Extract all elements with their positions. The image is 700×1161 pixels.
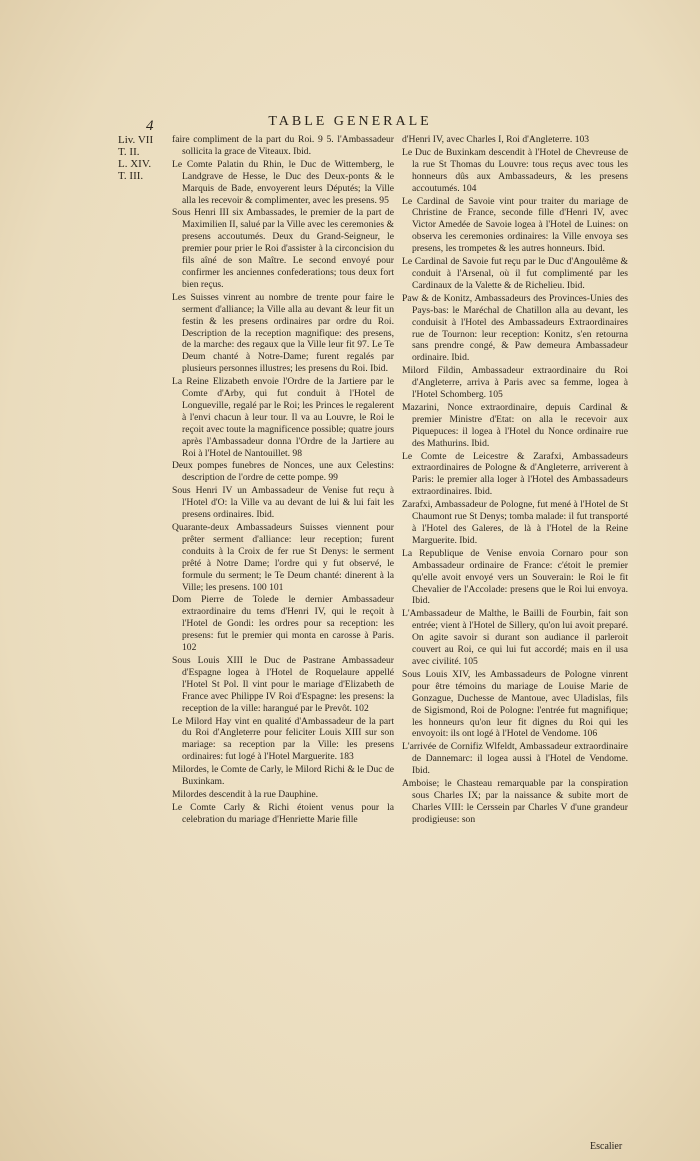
margin-reference-line: Liv. VII (118, 134, 154, 146)
margin-reference-line: T. II. (118, 146, 140, 158)
index-entry: Amboise; le Chasteau remarquable par la conspiration sous Charles IX; par la naissance & subite mort de Charles VIII: le Cerssein par Charles V d'une grandeur prodigieuse: son (402, 778, 628, 825)
left-column (172, 134, 394, 827)
index-entry: Milordes descendit à la rue Dauphine. (172, 788, 318, 800)
index-entry: Sous Louis XIV, les Ambassadeurs de Pologne vinrent pour être témoins du mariage de Louise Marie de Gonzague, Duchesse de Mantoue, avec Uladislas, fils de Sigismond, Roi de Pologne: l'entrée fut magnifique; les honneurs qu'on leur fit dignes du Roi qui les envoyoit: ils ont logé à l'Hotel de Vendome. 106 (402, 668, 628, 740)
index-entry: Le Comte de Leicestre & Zarafxi, Ambassadeurs extraordinaires de Pologne & d'Angleterre, arriverent à Paris: le premier alla loger à l'Hotel des Ambassadeurs extraordinaires. Ibid. (402, 450, 628, 498)
index-entry: Dom Pierre de Tolede le dernier Ambassadeur extraordinaire du tems d'Henri IV, qui le reçoit à l'Hotel de Gondi: les ordres pour sa reception: les presens: fut le premier qui monta en carosse à Paris. 102 (172, 594, 394, 654)
page-number: 4 (146, 118, 154, 134)
index-entry: Mazarini, Nonce extraordinaire, depuis Cardinal & premier Ministre d'Etat: on alla le recevoir aux Piquepuces: il logea à l'Hotel du Nonce ordinaire rue des Mathurins. Ibid. (402, 401, 628, 449)
index-entry: Quarante-deux Ambassadeurs Suisses viennent pour prêter serment d'alliance: leur reception; furent conduits à la Croix de fer rue St Denys: le serment prêté à Notre Dame; l'ordre qui y fut observé, le formule du serment; le Te Deum chanté: dinerent à la Ville; les presens. 100 101 (172, 522, 394, 593)
index-entry: Le Duc de Buxinkam descendit à l'Hotel de Chevreuse de la rue St Thomas du Louvre: tous reçus avec tous les honneurs dûs aux Ambassadeurs, & les presens accoutumés. 104 (402, 146, 628, 194)
index-entry: Sous Louis XIII le Duc de Pastrane Ambassadeur d'Espagne logea à l'Hotel de Roquelaure appellé l'Hotel St Pol. Il vint pour le mariage d'Elizabeth de France avec Philippe IV Roi d'Espagne: les presens: la reception de la ville: harangué par le Prevôt. 102 (172, 654, 394, 714)
index-entry: Milord Fildin, Ambassadeur extraordinaire du Roi d'Angleterre, arriva à Paris avec sa femme, logea à l'Hotel Schomberg. 105 (402, 365, 628, 401)
index-entry: L'Ambassadeur de Malthe, le Bailli de Fourbin, fait son entrée; vient à l'Hotel de Sillery, qu'on lui avoit preparé. On agite savoir si durant son audiance il parleroit couvert au Roi, ce qui lui fut accordé; mais en il usa avec civilité. 105 (402, 608, 628, 667)
index-entry: La Republique de Venise envoia Cornaro pour son Ambassadeur ordinaire de France: c'étoit le premier qu'elle avoit envoyé vers un Souverain: le Roi le fit Chevalier de l'Accolade: presens que le Roi lui envoya. Ibid. (402, 547, 628, 607)
margin-reference-line: T. III. (118, 170, 144, 182)
index-entry: Le Milord Hay vint en qualité d'Ambassadeur de la part du Roi d'Angleterre pour feliciter Louis XIII sur son mariage: sa reception par la Ville: les presens ordinaires: fut logé à l'Hotel Marguerite. 183 (172, 715, 394, 763)
index-entry: Milordes, le Comte de Carly, le Milord Richi & le Duc de Buxinkam. (172, 764, 394, 788)
margin-reference-line: L. XIV. (118, 158, 152, 170)
index-entry: L'arrivée de Cornifiz Wlfeldt, Ambassadeur extraordinaire de Dannemarc: il logea aussi à l'Hotel de Vendome. Ibid. (402, 741, 628, 777)
index-entry: Le Comte Carly & Richi étoient venus pour la celebration du mariage d'Henriette Marie fille (172, 801, 394, 825)
right-column (402, 134, 628, 827)
index-entry: Le Cardinal de Savoie vint pour traiter du mariage de Christine de France, seconde fille d'Henri IV, avec Victor Amedée de Savoie logea à l'Hotel de Luines: on observa les ceremonies ordinaires: la Ville envoya ses presens, les trompetes & les autres honneurs. Ibid. (402, 195, 628, 255)
index-entry: Sous Henri IV un Ambassadeur de Venise fut reçu à l'Hotel d'O: la Ville va au devant de lui & lui fait les presens ordinaires. Ibid. (172, 485, 394, 521)
margin-reference (118, 134, 174, 182)
running-title: TABLE GENERALE (268, 114, 432, 129)
index-entry: La Reine Elizabeth envoie l'Ordre de la Jartiere par le Comte d'Arby, qui fut conduit à l'Hotel de Longueville, regalé par le Roi; les Princes le regalerent à l'envi chacun à leur tour. Il va au Louvre, le Roi le reçoit avec toute la magnificence possible; quatre jours après l'Ambassadeur donna l'Ordre de la Jartiere au Roi à l'Hotel de Nantouillet. 98 (172, 376, 394, 459)
index-entry: Zarafxi, Ambassadeur de Pologne, fut mené à l'Hotel de St Chaumont rue St Denys; tomba malade: il fut transporté à l'Hotel des Galeres, de là à l'Hotel de la Reine Marguerite. Ibid. (402, 499, 628, 546)
index-entry: Le Comte Palatin du Rhin, le Duc de Wittemberg, le Landgrave de Hesse, le Duc des Deux-ponts & le Marquis de Bade, envoyerent leurs Députés; la Ville alla les recevoir & complimenter, avec les presens. 95 (172, 158, 394, 206)
index-entry: Le Cardinal de Savoie fut reçu par le Duc d'Angoulême & conduit à l'Arsenal, où il fut complimenté par les Cardinaux de la Valette & de Richelieu. Ibid. (402, 256, 628, 291)
index-entry: Sous Henri III six Ambassades, le premier de la part de Maximilien II, salué par la Ville avec les ceremonies & presens accoutumés. Deux du Grand-Seigneur, le premier pour prier le Roi d'assister à la circoncision du fils aîné de son Maître. Le second envoyé pour confirmer les anciennes confederations; tous deux fort bien reçus. (172, 207, 394, 290)
catchword: Escalier (590, 1141, 623, 1152)
index-entry: Deux pompes funebres de Nonces, une aux Celestins: description de l'ordre de cette pompe. 99 (172, 460, 394, 484)
index-entry: faire compliment de la part du Roi. 9 5. l'Ambassadeur sollicita la grace de Viteaux. Ibid. (172, 134, 394, 157)
index-entry: Paw & de Konitz, Ambassadeurs des Provinces-Unies des Pays-bas: le Maréchal de Chatillon alla au devant, les conduisit à l'Hotel des Ambassadeurs Extraordinaires rue de Tournon: leur reception: Konitz, s'en retourna sans prendre congé, & Paw demeura Ambassadeur ordinaire. Ibid. (402, 292, 628, 364)
index-entry: d'Henri IV, avec Charles I, Roi d'Angleterre. 103 (402, 134, 590, 145)
index-entry: Les Suisses vinrent au nombre de trente pour faire le serment d'alliance; la Ville alla au devant & leur fit un festin & les presens ordinaires par ordre du Roi. Description de la reception magnifique: des presens, de la marche: des regaux que la Ville leur fit 97. Le Te Deum chanté à Notre-Dame; furent regalés par plusieurs personnes illustres; les presens du Roi. Ibid. (172, 291, 394, 375)
